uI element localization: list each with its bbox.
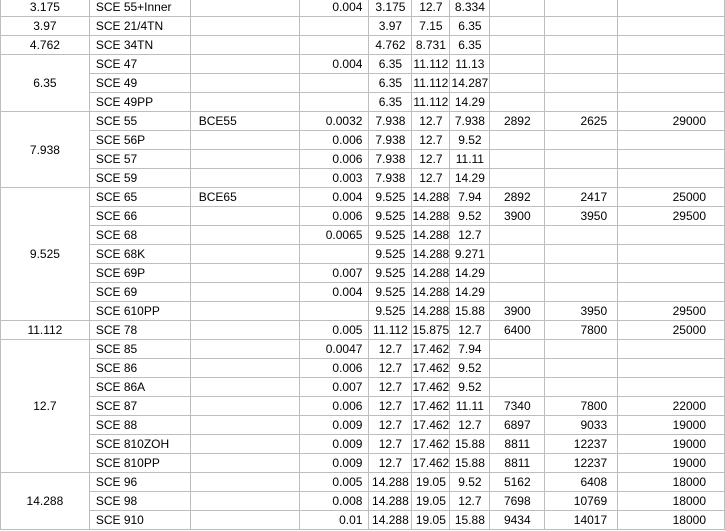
outer-diameter-cell[interactable]: 12.7 <box>412 169 450 188</box>
bore-cell[interactable]: 9.525 <box>369 226 412 245</box>
outer-diameter-cell[interactable]: 19.05 <box>412 473 450 492</box>
outer-diameter-cell[interactable]: 17.462 <box>412 454 450 473</box>
dynamic-load-cell[interactable] <box>490 283 545 302</box>
bore-cell[interactable]: 7.938 <box>369 112 412 131</box>
dynamic-load-cell[interactable]: 3900 <box>490 302 545 321</box>
model-cell[interactable]: SCE 55 <box>89 112 190 131</box>
table-row <box>1 473 725 492</box>
speed-cell[interactable]: 29500 <box>618 302 725 321</box>
model-cell[interactable]: SCE 34TN <box>89 36 190 55</box>
weight-cell[interactable] <box>299 17 369 36</box>
static-load-cell[interactable]: 10769 <box>545 492 618 511</box>
table-row <box>1 188 725 207</box>
bore-cell[interactable]: 9.525 <box>369 283 412 302</box>
alt-model-cell[interactable] <box>190 93 299 112</box>
static-load-cell[interactable] <box>545 93 618 112</box>
speed-cell[interactable]: 25000 <box>618 321 725 340</box>
outer-diameter-cell[interactable]: 17.462 <box>412 359 450 378</box>
outer-diameter-cell[interactable]: 12.7 <box>412 150 450 169</box>
size-group-cell[interactable]: 3.175 <box>1 0 90 17</box>
length-cell[interactable]: 12.7 <box>450 492 490 511</box>
model-cell[interactable]: SCE 78 <box>89 321 190 340</box>
weight-cell[interactable]: 0.004 <box>299 0 369 17</box>
size-group-cell[interactable]: 11.112 <box>1 321 90 340</box>
dynamic-load-cell[interactable] <box>490 378 545 397</box>
speed-cell[interactable] <box>618 283 725 302</box>
bore-cell[interactable]: 9.525 <box>369 245 412 264</box>
static-load-cell[interactable] <box>545 378 618 397</box>
static-load-cell[interactable]: 3950 <box>545 207 618 226</box>
static-load-cell[interactable] <box>545 55 618 74</box>
weight-cell[interactable]: 0.006 <box>299 131 369 150</box>
speed-cell[interactable]: 18000 <box>618 473 725 492</box>
outer-diameter-cell[interactable]: 12.7 <box>412 112 450 131</box>
speed-cell[interactable]: 18000 <box>618 492 725 511</box>
length-cell[interactable]: 15.88 <box>450 454 490 473</box>
dynamic-load-cell[interactable] <box>490 264 545 283</box>
table-row <box>1 169 725 188</box>
bore-cell[interactable]: 14.288 <box>369 492 412 511</box>
length-cell[interactable]: 12.7 <box>450 416 490 435</box>
bore-cell[interactable]: 6.35 <box>369 74 412 93</box>
table-row <box>1 245 725 264</box>
alt-model-cell[interactable] <box>190 359 299 378</box>
static-load-cell[interactable]: 14017 <box>545 511 618 530</box>
length-cell[interactable]: 7.938 <box>450 112 490 131</box>
bore-cell[interactable]: 4.762 <box>369 36 412 55</box>
alt-model-cell[interactable]: BCE65 <box>190 188 299 207</box>
alt-model-cell[interactable] <box>190 207 299 226</box>
length-cell[interactable]: 14.29 <box>450 283 490 302</box>
bore-cell[interactable]: 7.938 <box>369 131 412 150</box>
weight-cell[interactable]: 0.009 <box>299 454 369 473</box>
model-cell[interactable]: SCE 86A <box>89 378 190 397</box>
model-cell[interactable]: SCE 49 <box>89 74 190 93</box>
weight-cell[interactable]: 0.006 <box>299 150 369 169</box>
dynamic-load-cell[interactable]: 8811 <box>490 454 545 473</box>
weight-cell[interactable]: 0.009 <box>299 416 369 435</box>
weight-cell[interactable]: 0.0047 <box>299 340 369 359</box>
bore-cell[interactable]: 9.525 <box>369 207 412 226</box>
table-row <box>1 378 725 397</box>
dynamic-load-cell[interactable]: 5162 <box>490 473 545 492</box>
table-row <box>1 150 725 169</box>
weight-cell[interactable]: 0.003 <box>299 169 369 188</box>
bore-cell[interactable]: 6.35 <box>369 93 412 112</box>
bore-cell[interactable]: 9.525 <box>369 264 412 283</box>
table-row <box>1 207 725 226</box>
outer-diameter-cell[interactable]: 14.288 <box>412 283 450 302</box>
model-cell[interactable]: SCE 47 <box>89 55 190 74</box>
model-cell[interactable]: SCE 59 <box>89 169 190 188</box>
speed-cell[interactable] <box>618 169 725 188</box>
weight-cell[interactable] <box>299 74 369 93</box>
weight-cell[interactable] <box>299 93 369 112</box>
length-cell[interactable]: 12.7 <box>450 321 490 340</box>
outer-diameter-cell[interactable]: 17.462 <box>412 378 450 397</box>
static-load-cell[interactable] <box>545 169 618 188</box>
weight-cell[interactable]: 0.007 <box>299 378 369 397</box>
length-cell[interactable]: 15.88 <box>450 511 490 530</box>
size-group-cell[interactable]: 14.288 <box>1 473 90 530</box>
table-row <box>1 55 725 74</box>
speed-cell[interactable] <box>618 264 725 283</box>
table-row <box>1 131 725 150</box>
bore-cell[interactable]: 9.525 <box>369 188 412 207</box>
size-group-cell[interactable]: 6.35 <box>1 55 90 112</box>
static-load-cell[interactable]: 7800 <box>545 397 618 416</box>
model-cell[interactable]: SCE 88 <box>89 416 190 435</box>
speed-cell[interactable]: 29000 <box>618 112 725 131</box>
dynamic-load-cell[interactable]: 7698 <box>490 492 545 511</box>
size-group-cell[interactable]: 12.7 <box>1 340 90 473</box>
speed-cell[interactable] <box>618 17 725 36</box>
static-load-cell[interactable] <box>545 359 618 378</box>
static-load-cell[interactable] <box>545 0 618 17</box>
model-cell[interactable]: SCE 68K <box>89 245 190 264</box>
outer-diameter-cell[interactable]: 14.288 <box>412 245 450 264</box>
bore-cell[interactable]: 7.938 <box>369 169 412 188</box>
static-load-cell[interactable] <box>545 74 618 93</box>
model-cell[interactable]: SCE 87 <box>89 397 190 416</box>
size-group-cell[interactable]: 7.938 <box>1 112 90 188</box>
weight-cell[interactable]: 0.01 <box>299 511 369 530</box>
length-cell[interactable]: 9.52 <box>450 131 490 150</box>
alt-model-cell[interactable] <box>190 169 299 188</box>
weight-cell[interactable]: 0.0032 <box>299 112 369 131</box>
table-row <box>1 492 725 511</box>
alt-model-cell[interactable] <box>190 397 299 416</box>
dynamic-load-cell[interactable] <box>490 93 545 112</box>
outer-diameter-cell[interactable]: 11.112 <box>412 55 450 74</box>
outer-diameter-cell[interactable]: 15.875 <box>412 321 450 340</box>
length-cell[interactable]: 14.29 <box>450 264 490 283</box>
alt-model-cell[interactable] <box>190 473 299 492</box>
alt-model-cell[interactable] <box>190 131 299 150</box>
length-cell[interactable]: 11.11 <box>450 150 490 169</box>
dynamic-load-cell[interactable] <box>490 17 545 36</box>
table-row <box>1 112 725 131</box>
table-row <box>1 435 725 454</box>
speed-cell[interactable]: 19000 <box>618 454 725 473</box>
speed-cell[interactable] <box>618 359 725 378</box>
weight-cell[interactable]: 0.004 <box>299 188 369 207</box>
speed-cell[interactable]: 29500 <box>618 207 725 226</box>
weight-cell[interactable]: 0.006 <box>299 397 369 416</box>
weight-cell[interactable] <box>299 302 369 321</box>
weight-cell[interactable]: 0.006 <box>299 207 369 226</box>
dynamic-load-cell[interactable] <box>490 0 545 17</box>
weight-cell[interactable] <box>299 245 369 264</box>
outer-diameter-cell[interactable]: 17.462 <box>412 416 450 435</box>
length-cell[interactable]: 9.52 <box>450 359 490 378</box>
speed-cell[interactable] <box>618 340 725 359</box>
weight-cell[interactable]: 0.004 <box>299 283 369 302</box>
static-load-cell[interactable]: 2417 <box>545 188 618 207</box>
bore-cell[interactable]: 12.7 <box>369 340 412 359</box>
length-cell[interactable]: 9.271 <box>450 245 490 264</box>
speed-cell[interactable] <box>618 150 725 169</box>
speed-cell[interactable] <box>618 245 725 264</box>
speed-cell[interactable] <box>618 93 725 112</box>
bore-cell[interactable]: 14.288 <box>369 511 412 530</box>
model-cell[interactable]: SCE 86 <box>89 359 190 378</box>
weight-cell[interactable]: 0.007 <box>299 264 369 283</box>
outer-diameter-cell[interactable]: 12.7 <box>412 0 450 17</box>
alt-model-cell[interactable] <box>190 378 299 397</box>
dynamic-load-cell[interactable] <box>490 55 545 74</box>
bore-cell[interactable]: 9.525 <box>369 302 412 321</box>
model-cell[interactable]: SCE 49PP <box>89 93 190 112</box>
alt-model-cell[interactable] <box>190 36 299 55</box>
table-row <box>1 302 725 321</box>
model-cell[interactable]: SCE 55+Inner <box>89 0 190 17</box>
speed-cell[interactable] <box>618 74 725 93</box>
model-cell[interactable]: SCE 65 <box>89 188 190 207</box>
dynamic-load-cell[interactable] <box>490 340 545 359</box>
outer-diameter-cell[interactable]: 11.112 <box>412 93 450 112</box>
dynamic-load-cell[interactable]: 2892 <box>490 112 545 131</box>
dynamic-load-cell[interactable]: 2892 <box>490 188 545 207</box>
outer-diameter-cell[interactable]: 14.288 <box>412 264 450 283</box>
table-row <box>1 511 725 530</box>
model-cell[interactable]: SCE 56P <box>89 131 190 150</box>
table-row <box>1 454 725 473</box>
model-cell[interactable]: SCE 57 <box>89 150 190 169</box>
alt-model-cell[interactable] <box>190 55 299 74</box>
table-row <box>1 226 725 245</box>
static-load-cell[interactable]: 12237 <box>545 454 618 473</box>
bore-cell[interactable]: 12.7 <box>369 416 412 435</box>
weight-cell[interactable]: 0.006 <box>299 359 369 378</box>
length-cell[interactable]: 6.35 <box>450 17 490 36</box>
dynamic-load-cell[interactable]: 7340 <box>490 397 545 416</box>
model-cell[interactable]: SCE 810PP <box>89 454 190 473</box>
speed-cell[interactable]: 19000 <box>618 435 725 454</box>
length-cell[interactable]: 7.94 <box>450 188 490 207</box>
bore-cell[interactable]: 3.97 <box>369 17 412 36</box>
alt-model-cell[interactable] <box>190 226 299 245</box>
alt-model-cell[interactable] <box>190 302 299 321</box>
alt-model-cell[interactable] <box>190 264 299 283</box>
static-load-cell[interactable] <box>545 17 618 36</box>
outer-diameter-cell[interactable]: 14.288 <box>412 226 450 245</box>
length-cell[interactable]: 11.13 <box>450 55 490 74</box>
alt-model-cell[interactable] <box>190 17 299 36</box>
model-cell[interactable]: SCE 98 <box>89 492 190 511</box>
outer-diameter-cell[interactable]: 19.05 <box>412 511 450 530</box>
weight-cell[interactable] <box>299 36 369 55</box>
dynamic-load-cell[interactable] <box>490 36 545 55</box>
alt-model-cell[interactable] <box>190 0 299 17</box>
alt-model-cell[interactable] <box>190 492 299 511</box>
model-cell[interactable]: SCE 21/4TN <box>89 17 190 36</box>
table-row <box>1 340 725 359</box>
alt-model-cell[interactable] <box>190 245 299 264</box>
model-cell[interactable]: SCE 910 <box>89 511 190 530</box>
weight-cell[interactable]: 0.005 <box>299 473 369 492</box>
length-cell[interactable]: 9.52 <box>450 378 490 397</box>
static-load-cell[interactable] <box>545 245 618 264</box>
alt-model-cell[interactable] <box>190 340 299 359</box>
table-row <box>1 93 725 112</box>
static-load-cell[interactable]: 3950 <box>545 302 618 321</box>
table-row <box>1 264 725 283</box>
length-cell[interactable]: 8.334 <box>450 0 490 17</box>
speed-cell[interactable] <box>618 36 725 55</box>
outer-diameter-cell[interactable]: 17.462 <box>412 340 450 359</box>
speed-cell[interactable]: 25000 <box>618 188 725 207</box>
dynamic-load-cell[interactable] <box>490 245 545 264</box>
dynamic-load-cell[interactable] <box>490 359 545 378</box>
weight-cell[interactable]: 0.0065 <box>299 226 369 245</box>
outer-diameter-cell[interactable]: 19.05 <box>412 492 450 511</box>
speed-cell[interactable] <box>618 131 725 150</box>
length-cell[interactable]: 15.88 <box>450 435 490 454</box>
bore-cell[interactable]: 12.7 <box>369 454 412 473</box>
model-cell[interactable]: SCE 69 <box>89 283 190 302</box>
static-load-cell[interactable]: 9033 <box>545 416 618 435</box>
length-cell[interactable]: 14.29 <box>450 93 490 112</box>
alt-model-cell[interactable] <box>190 454 299 473</box>
dynamic-load-cell[interactable] <box>490 74 545 93</box>
dynamic-load-cell[interactable]: 8811 <box>490 435 545 454</box>
alt-model-cell[interactable]: BCE55 <box>190 112 299 131</box>
length-cell[interactable]: 14.29 <box>450 169 490 188</box>
model-cell[interactable]: SCE 69P <box>89 264 190 283</box>
static-load-cell[interactable] <box>545 340 618 359</box>
table-row <box>1 321 725 340</box>
weight-cell[interactable]: 0.005 <box>299 321 369 340</box>
outer-diameter-cell[interactable]: 14.288 <box>412 207 450 226</box>
static-load-cell[interactable] <box>545 264 618 283</box>
bore-cell[interactable]: 12.7 <box>369 435 412 454</box>
bore-cell[interactable]: 7.938 <box>369 150 412 169</box>
weight-cell[interactable]: 0.004 <box>299 55 369 74</box>
static-load-cell[interactable]: 7800 <box>545 321 618 340</box>
table-row <box>1 36 725 55</box>
model-cell[interactable]: SCE 68 <box>89 226 190 245</box>
static-load-cell[interactable] <box>545 150 618 169</box>
length-cell[interactable]: 9.52 <box>450 473 490 492</box>
bore-cell[interactable]: 11.112 <box>369 321 412 340</box>
table-body <box>1 0 725 530</box>
speed-cell[interactable] <box>618 0 725 17</box>
alt-model-cell[interactable] <box>190 283 299 302</box>
size-group-cell[interactable]: 3.97 <box>1 17 90 36</box>
static-load-cell[interactable]: 12237 <box>545 435 618 454</box>
bore-cell[interactable]: 6.35 <box>369 55 412 74</box>
speed-cell[interactable]: 19000 <box>618 416 725 435</box>
outer-diameter-cell[interactable]: 12.7 <box>412 131 450 150</box>
table-row <box>1 0 725 17</box>
alt-model-cell[interactable] <box>190 435 299 454</box>
outer-diameter-cell[interactable]: 8.731 <box>412 36 450 55</box>
dynamic-load-cell[interactable]: 6897 <box>490 416 545 435</box>
length-cell[interactable]: 6.35 <box>450 36 490 55</box>
length-cell[interactable]: 9.52 <box>450 207 490 226</box>
static-load-cell[interactable]: 2625 <box>545 112 618 131</box>
static-load-cell[interactable] <box>545 131 618 150</box>
dynamic-load-cell[interactable] <box>490 131 545 150</box>
weight-cell[interactable]: 0.009 <box>299 435 369 454</box>
dynamic-load-cell[interactable] <box>490 226 545 245</box>
alt-model-cell[interactable] <box>190 321 299 340</box>
bore-cell[interactable]: 12.7 <box>369 397 412 416</box>
length-cell[interactable]: 15.88 <box>450 302 490 321</box>
bore-cell[interactable]: 3.175 <box>369 0 412 17</box>
bore-cell[interactable]: 14.288 <box>369 473 412 492</box>
table-row <box>1 416 725 435</box>
table-row <box>1 283 725 302</box>
static-load-cell[interactable] <box>545 36 618 55</box>
static-load-cell[interactable] <box>545 283 618 302</box>
model-cell[interactable]: SCE 85 <box>89 340 190 359</box>
length-cell[interactable]: 7.94 <box>450 340 490 359</box>
outer-diameter-cell[interactable]: 14.288 <box>412 188 450 207</box>
dynamic-load-cell[interactable] <box>490 150 545 169</box>
alt-model-cell[interactable] <box>190 416 299 435</box>
dynamic-load-cell[interactable]: 3900 <box>490 207 545 226</box>
dynamic-load-cell[interactable]: 6400 <box>490 321 545 340</box>
length-cell[interactable]: 12.7 <box>450 226 490 245</box>
dynamic-load-cell[interactable] <box>490 169 545 188</box>
static-load-cell[interactable]: 6408 <box>545 473 618 492</box>
outer-diameter-cell[interactable]: 14.288 <box>412 302 450 321</box>
outer-diameter-cell[interactable]: 17.462 <box>412 435 450 454</box>
alt-model-cell[interactable] <box>190 511 299 530</box>
bore-cell[interactable]: 12.7 <box>369 378 412 397</box>
model-cell[interactable]: SCE 610PP <box>89 302 190 321</box>
outer-diameter-cell[interactable]: 11.112 <box>412 74 450 93</box>
outer-diameter-cell[interactable]: 7.15 <box>412 17 450 36</box>
length-cell[interactable]: 14.287 <box>450 74 490 93</box>
length-cell[interactable]: 11.11 <box>450 397 490 416</box>
size-group-cell[interactable]: 4.762 <box>1 36 90 55</box>
bore-cell[interactable]: 12.7 <box>369 359 412 378</box>
speed-cell[interactable] <box>618 55 725 74</box>
outer-diameter-cell[interactable]: 17.462 <box>412 397 450 416</box>
static-load-cell[interactable] <box>545 226 618 245</box>
alt-model-cell[interactable] <box>190 150 299 169</box>
model-cell[interactable]: SCE 66 <box>89 207 190 226</box>
table-row <box>1 17 725 36</box>
dynamic-load-cell[interactable]: 9434 <box>490 511 545 530</box>
speed-cell[interactable] <box>618 378 725 397</box>
table-row <box>1 397 725 416</box>
speed-cell[interactable]: 22000 <box>618 397 725 416</box>
table-row <box>1 74 725 93</box>
table-row <box>1 359 725 378</box>
speed-cell[interactable]: 18000 <box>618 511 725 530</box>
model-cell[interactable]: SCE 810ZOH <box>89 435 190 454</box>
alt-model-cell[interactable] <box>190 74 299 93</box>
size-group-cell[interactable]: 9.525 <box>1 188 90 321</box>
speed-cell[interactable] <box>618 226 725 245</box>
model-cell[interactable]: SCE 96 <box>89 473 190 492</box>
weight-cell[interactable]: 0.008 <box>299 492 369 511</box>
